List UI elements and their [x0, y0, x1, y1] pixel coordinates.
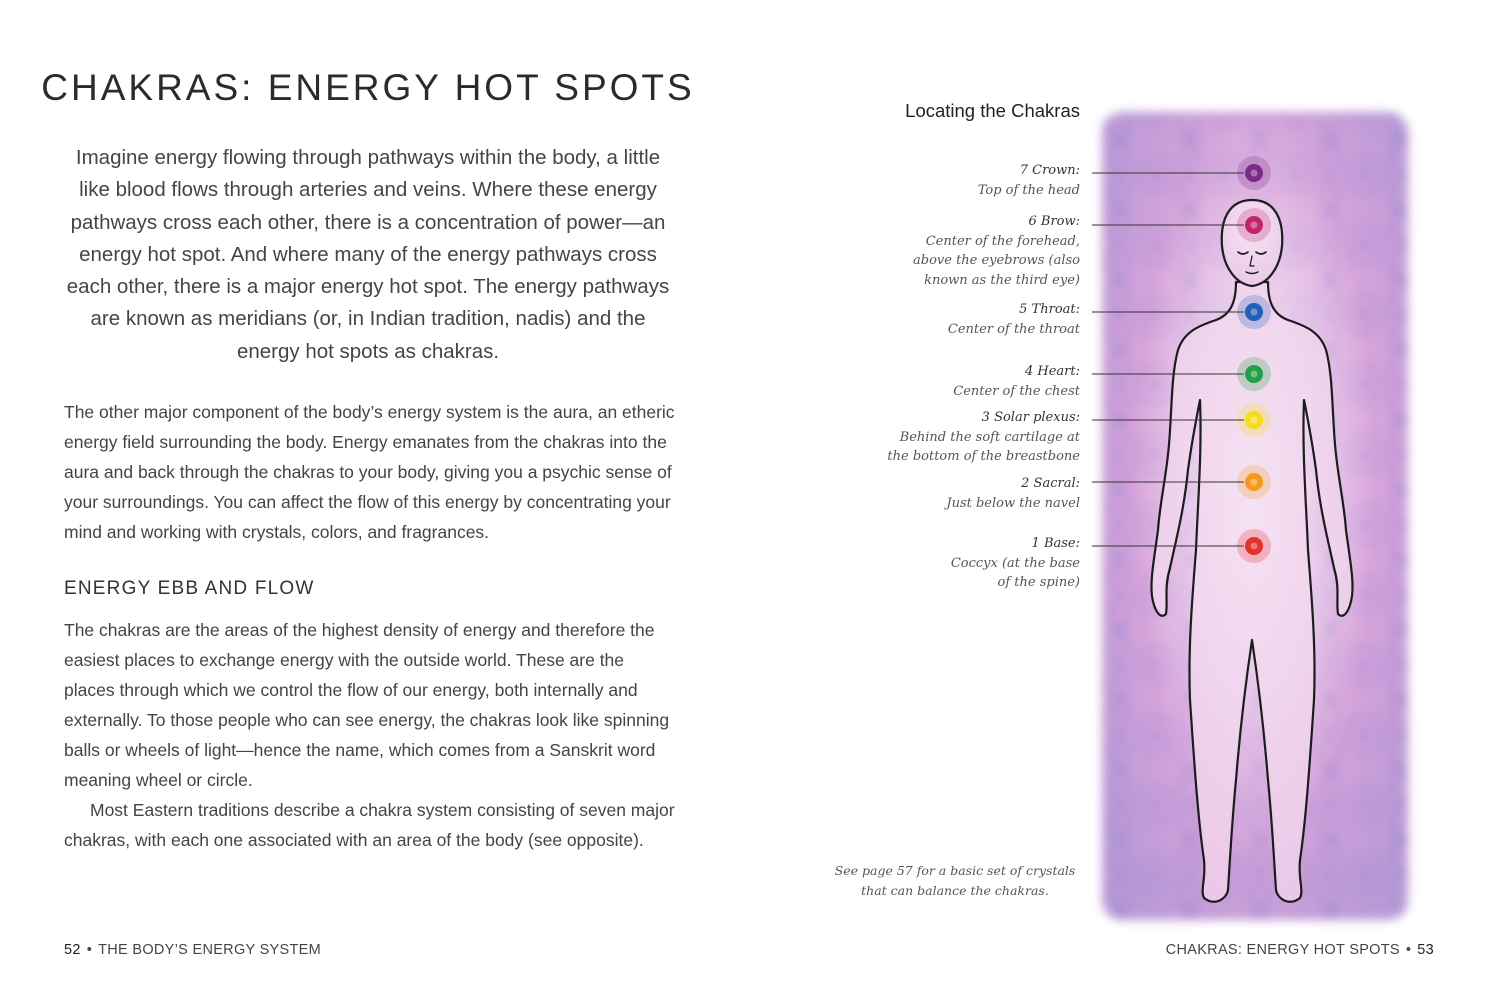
- chakra-dot-center: [1251, 309, 1258, 316]
- footer-separator: •: [86, 942, 93, 958]
- chakra-label: [860, 300, 1080, 339]
- chakra-label: [860, 534, 1080, 593]
- page-number-right: 53: [1417, 942, 1434, 958]
- chakras-paragraph: The chakras are the areas of the highest density of energy and therefore the easiest places to exchange energy with the outside world. These are the places through which we control the flow of our energy, both internally and externally. To those people who can see energy, the chakras look like spinning balls or wheels of light—hence the name, which comes from a Sanskrit word meaning wheel or circle.: [64, 620, 670, 790]
- figure-caption-line: See page 57 for a basic set of crystals: [834, 863, 1076, 878]
- chakra-location-line: the bottom of the breastbone: [887, 449, 1080, 465]
- chakra-name: 4 Heart:: [1024, 364, 1080, 379]
- chakra-name: 6 Brow:: [1028, 214, 1080, 229]
- chakra-name: 7 Crown:: [1019, 163, 1080, 178]
- chakra-location-line: Behind the soft cartilage at: [899, 429, 1080, 445]
- figure-heading: Locating the Chakras: [905, 100, 1080, 121]
- figure-caption-line: that can balance the chakras.: [861, 883, 1049, 898]
- page-title: CHAKRAS: ENERGY HOT SPOTS: [41, 67, 695, 108]
- chakra-dot-center: [1251, 479, 1258, 486]
- chakra-dot-center: [1251, 222, 1258, 229]
- chakra-label: [860, 161, 1080, 200]
- figure-caption: [800, 861, 1110, 901]
- footer-separator: •: [1405, 942, 1412, 958]
- chakra-location-line: Center of the forehead,: [925, 233, 1080, 249]
- chakra-dot-center: [1251, 417, 1258, 424]
- chakra-dot-center: [1251, 371, 1258, 378]
- chakra-name: 2 Sacral:: [1021, 476, 1080, 491]
- chakra-dot-center: [1251, 543, 1258, 550]
- chakra-location-line: of the spine): [997, 575, 1080, 591]
- chakra-location-line: Center of the chest: [953, 383, 1080, 399]
- chakra-label: [860, 474, 1080, 513]
- chakra-dot-center: [1251, 170, 1258, 177]
- chakra-label: [860, 408, 1080, 467]
- chakra-name: 5 Throat:: [1019, 302, 1080, 317]
- chakra-location-line: Center of the throat: [947, 321, 1080, 337]
- page-number-left: 52: [64, 942, 81, 958]
- chakra-location-line: above the eyebrows (also: [913, 253, 1080, 269]
- running-head-right: CHAKRAS: ENERGY HOT SPOTS: [1165, 942, 1400, 958]
- chakra-location-line: known as the third eye): [924, 273, 1080, 289]
- aura-paragraph: The other major component of the body’s energy system is the aura, an etheric energy field surrounding the body. Energy emanates from the chakras into the aura and back through the chakras to your body, giving you a psychic sense of your surroundings. You can affect the flow of this energy by concentrating your mind and working with crystals, colors, and fragrances.: [64, 402, 675, 542]
- chakra-location-line: Top of the head: [977, 182, 1080, 198]
- chakra-label: [860, 212, 1080, 291]
- chakra-label: [860, 362, 1080, 401]
- intro-paragraph: Imagine energy flowing through pathways within the body, a little like blood flows through arteries and veins. Where these energy pathways cross each other, there is a concentration of power—an energy hot spot. And where many of the energy pathways cross each other, there is a major energy hot spot. The energy pathways are known as meridians (or, in Indian tradition, nadis) and the energy hot spots as chakras.: [66, 146, 670, 363]
- chakras-paragraph-continued: Most Eastern traditions describe a chakra system consisting of seven major chakras, with each one associated with an area of the body (see opposite).: [64, 800, 675, 850]
- chakra-location-line: Just below the navel: [946, 495, 1080, 511]
- chakra-location-line: Coccyx (at the base: [950, 555, 1080, 571]
- chakra-name: 3 Solar plexus:: [981, 410, 1080, 425]
- running-head-left: THE BODY’S ENERGY SYSTEM: [98, 942, 321, 958]
- chakra-name: 1 Base:: [1031, 536, 1080, 551]
- section-heading: ENERGY EBB AND FLOW: [64, 578, 315, 599]
